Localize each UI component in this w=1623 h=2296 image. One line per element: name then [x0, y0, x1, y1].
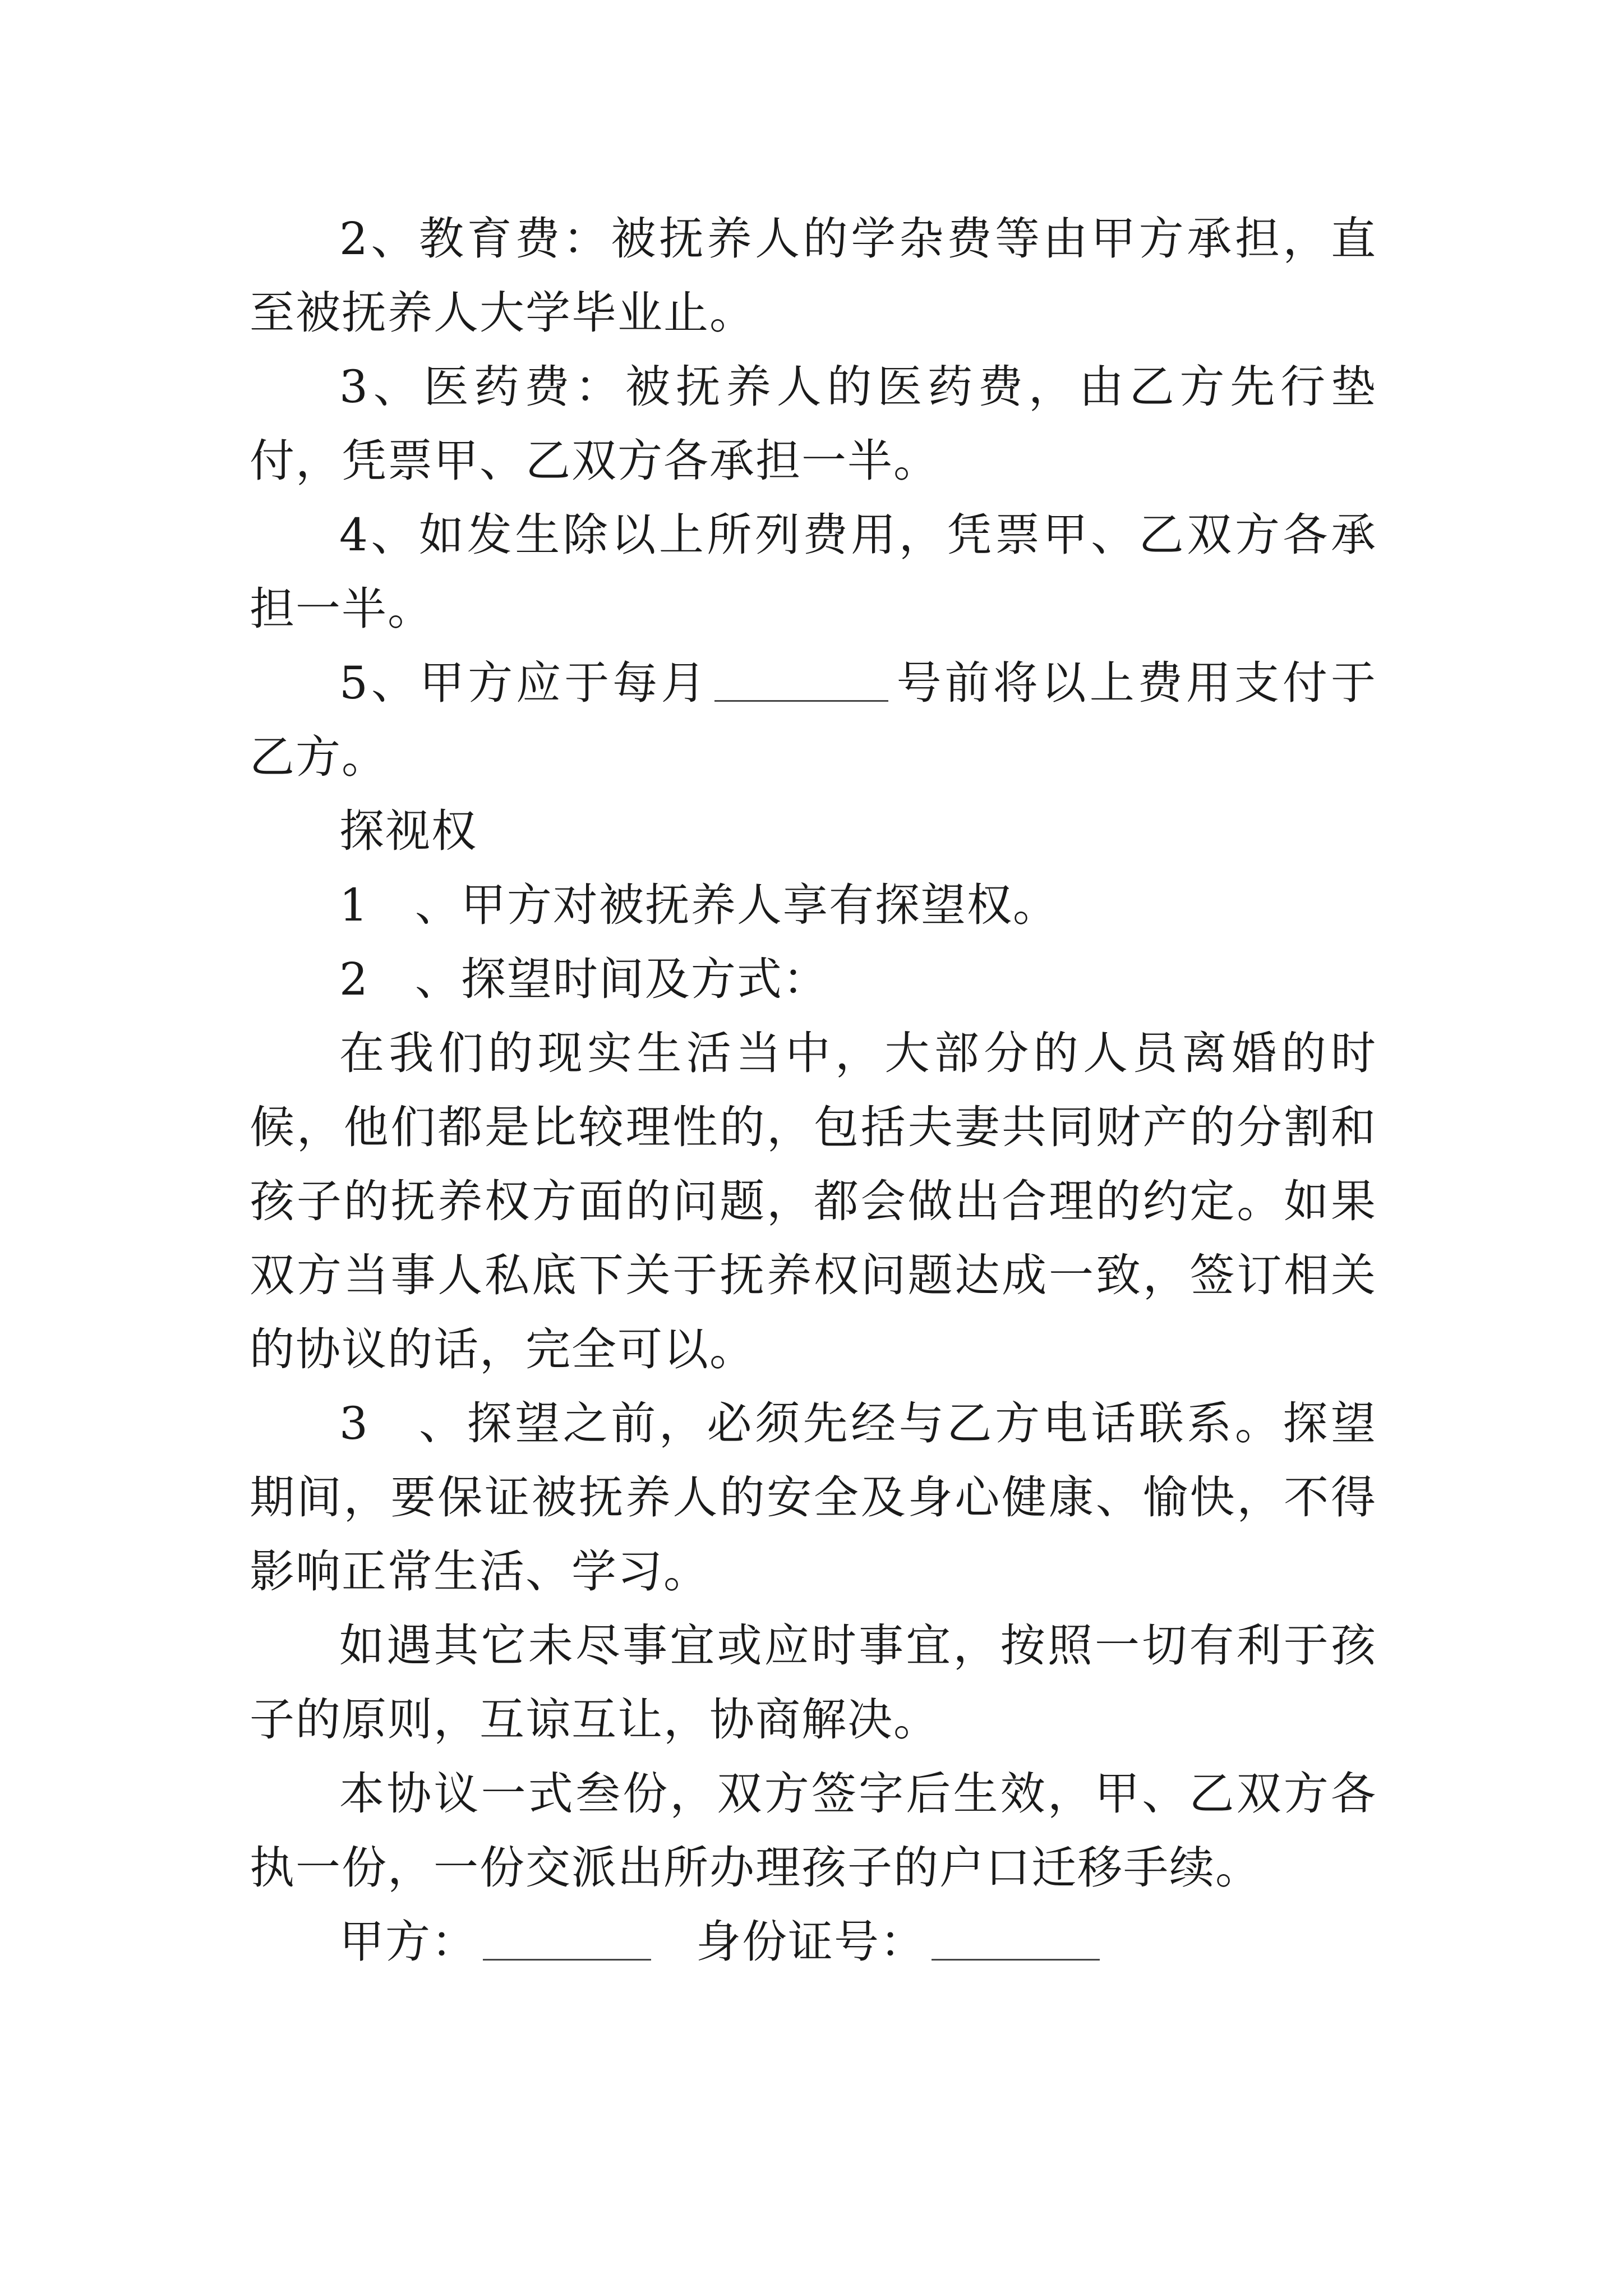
paragraph-payment — [250, 646, 1377, 794]
signature-line — [250, 1905, 1377, 1979]
paragraph-education-fee: 2、教育费：被抚养人的学杂费等由甲方承担，直至被抚养人大学毕业止。 — [250, 213, 1377, 339]
visitation-item-3: 3 、探望之前，必须先经与乙方电话联系。探望期间，要保证被抚养人的安全及身心健康、愉快，不得影响正常生活、学习。 — [250, 1397, 1377, 1598]
document-body — [250, 202, 1377, 1979]
payment-day-blank[interactable] — [714, 661, 888, 702]
paragraph-other-matters: 如遇其它未尽事宜或应时事宜，按照一切有利于孩子的原则，互谅互让，协商解决。 — [250, 1619, 1377, 1746]
visitation-heading: 探视权 — [339, 805, 477, 857]
paragraph-other-fee: 4、如发生除以上所列费用，凭票甲、乙双方各承担一半。 — [250, 509, 1377, 635]
paragraph-explanation: 在我们的现实生活当中，大部分的人员离婚的时候，他们都是比较理性的，包括夫妻共同财产的分割和孩子的抚养权方面的问题，都会做出合理的约定。如果双方当事人私底下关于抚养权问题达成一致，签订相关的协议的话，完全可以。 — [250, 1027, 1377, 1375]
paragraph-medical-fee: 3、医药费：被抚养人的医药费，由乙方先行垫付，凭票甲、乙双方各承担一半。 — [250, 361, 1377, 487]
paragraph-copies: 本协议一式叁份，双方签字后生效，甲、乙双方各执一份，一份交派出所办理孩子的户口迁移手续。 — [250, 1768, 1377, 1894]
payment-suffix: 号前将以上费用支付于乙方。 — [250, 657, 1377, 783]
visitation-item-1: 1 、甲方对被抚养人享有探望权。 — [339, 879, 1059, 931]
payment-prefix: 5、甲方应于每月 — [339, 657, 709, 709]
party-a-label: 甲方： — [339, 1916, 477, 1968]
id-number-blank[interactable] — [932, 1920, 1100, 1961]
id-number-label: 身份证号： — [696, 1916, 926, 1968]
party-a-blank[interactable] — [483, 1920, 651, 1961]
visitation-item-2: 2 、探望时间及方式： — [339, 953, 829, 1005]
